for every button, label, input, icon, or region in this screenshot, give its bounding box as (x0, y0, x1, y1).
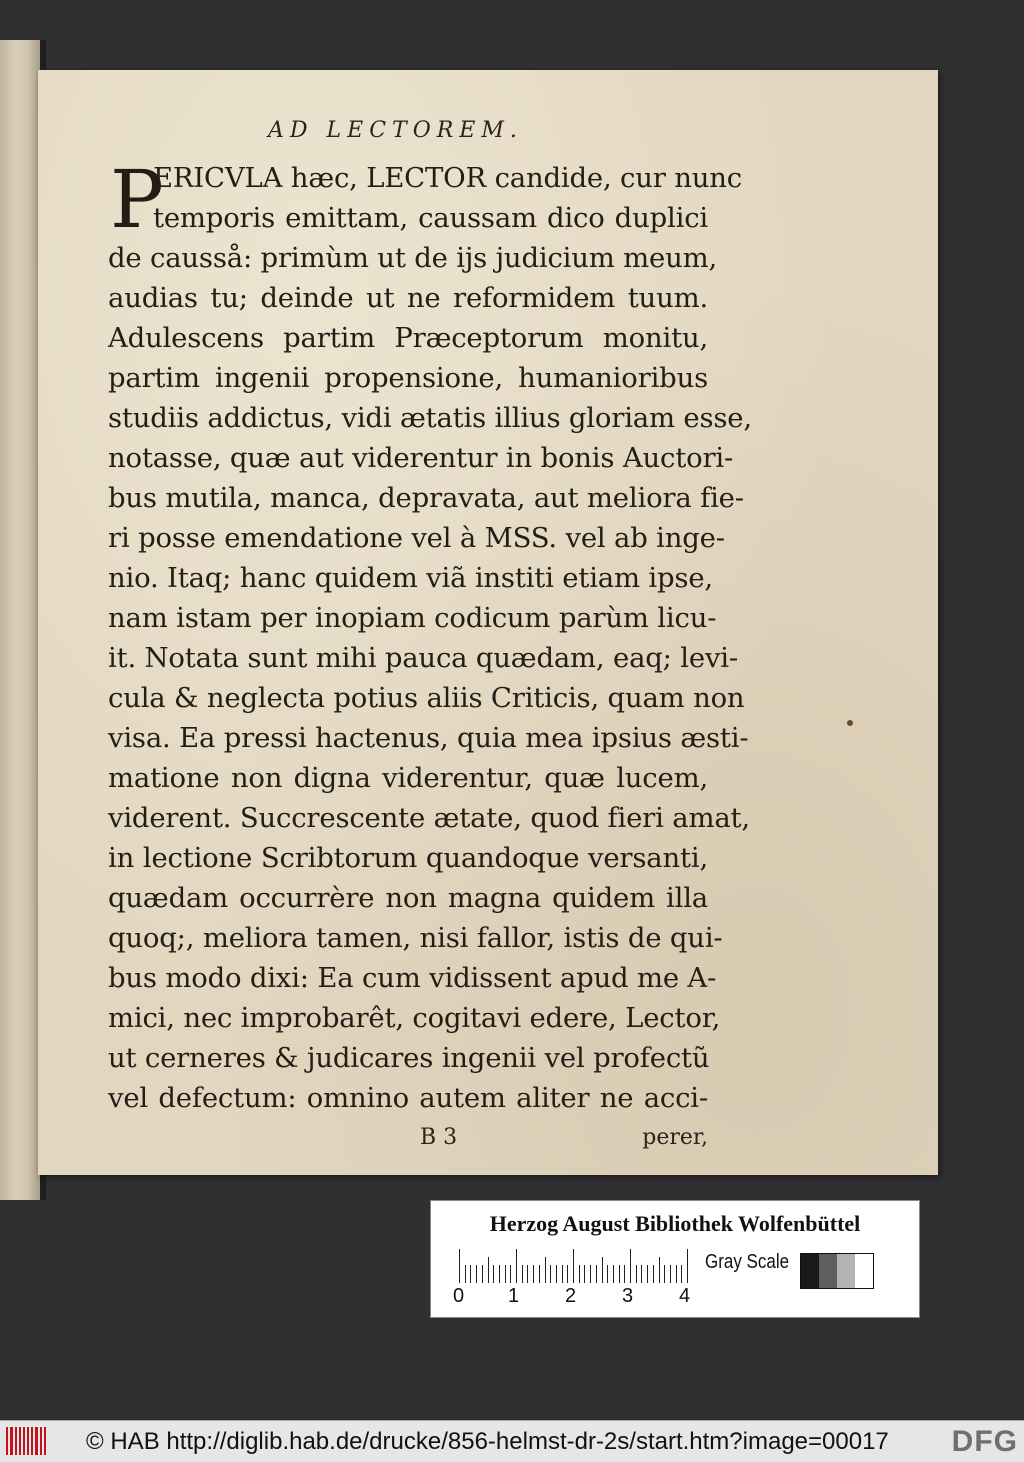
gray-scale-swatches (800, 1253, 874, 1289)
text-line: temporis emittam, caussam dico duplici (153, 202, 708, 234)
ruler-tick (653, 1265, 654, 1283)
text-line: nio. Itaq; hanc quidem viã institi etiam ipse, (108, 562, 713, 594)
ruler-tick (533, 1265, 534, 1283)
ruler-tick (636, 1265, 637, 1283)
dfg-logo: DFG (951, 1425, 1018, 1458)
ruler-tick (579, 1265, 580, 1283)
facing-page-edge (0, 40, 40, 1200)
gray-swatch (855, 1254, 873, 1288)
ruler-tick (613, 1265, 614, 1283)
ruler-tick (596, 1265, 597, 1283)
ruler-tick (505, 1265, 506, 1283)
body-text (108, 153, 752, 1118)
text-line: quoq;, meliora tamen, nisi fallor, istis de qui- (108, 922, 723, 954)
ruler-tick (659, 1257, 660, 1283)
ruler-tick (562, 1265, 563, 1283)
ruler-tick (590, 1265, 591, 1283)
ruler-tick (545, 1257, 546, 1283)
ruler-tick (584, 1265, 585, 1283)
ruler-tick (647, 1265, 648, 1283)
source-url[interactable]: © HAB http://diglib.hab.de/drucke/856-helmst-dr-2s/start.htm?image=00017 (86, 1428, 889, 1455)
ruler-tick (470, 1265, 471, 1283)
ruler-tick (619, 1265, 620, 1283)
ruler-tick (482, 1265, 483, 1283)
book-page (38, 70, 938, 1175)
ruler-number: 2 (565, 1285, 577, 1307)
ruler-tick (573, 1249, 574, 1283)
text-line: bus modo dixi: Ea cum vidissent apud me A- (108, 962, 717, 994)
ink-spot (847, 720, 853, 726)
text-line: in lectione Scribtorum quandoque versanti, (108, 842, 708, 874)
text-line: quædam occurrère non magna quidem illa (108, 882, 708, 914)
text-line: Adulescens partim Præceptorum monitu, (108, 322, 708, 354)
ruler-tick (510, 1265, 511, 1283)
ruler-tick (676, 1265, 677, 1283)
ruler-tick (516, 1249, 517, 1283)
ruler-tick (602, 1257, 603, 1283)
ruler-tick (465, 1265, 466, 1283)
ruler-tick (476, 1265, 477, 1283)
text-line: bus mutila, manca, depravata, aut meliora fie- (108, 482, 744, 514)
ruler-tick (493, 1265, 494, 1283)
ruler-numbers (453, 1285, 713, 1309)
text-line: ri posse emendatione vel à MSS. vel ab inge- (108, 522, 725, 554)
text-line: audias tu; deinde ut ne reformidem tuum. (108, 282, 708, 314)
ruler-number: 1 (508, 1285, 520, 1307)
ruler-tick (556, 1265, 557, 1283)
source-bar (0, 1420, 1024, 1462)
gray-scale-label: Gray Scale (705, 1251, 790, 1273)
ruler-tick (567, 1265, 568, 1283)
gray-swatch (819, 1254, 837, 1288)
ruler-tick (527, 1265, 528, 1283)
ruler-tick (550, 1265, 551, 1283)
ruler-tick (641, 1265, 642, 1283)
text-line: visa. Ea pressi hactenus, quia mea ipsius æsti- (108, 722, 749, 754)
catchword: perer, (642, 1125, 708, 1150)
ruler-tick (488, 1257, 489, 1283)
page-footer (108, 1118, 708, 1158)
ruler-tick (630, 1249, 631, 1283)
text-line: vel defectum: omnino autem aliter ne acci- (108, 1082, 708, 1114)
text-line: ut cerneres & judicares ingenii vel profectũ (108, 1042, 710, 1074)
text-line: de causså: primùm ut de ijs judicium meum, (108, 242, 718, 274)
text-line: viderent. Succrescente ætate, quod fieri amat, (108, 802, 750, 834)
ruler-tick (681, 1265, 682, 1283)
ruler-tick (499, 1265, 500, 1283)
ruler-number: 4 (679, 1285, 691, 1307)
ruler-tick (607, 1265, 608, 1283)
gray-swatch (837, 1254, 855, 1288)
ruler-tick (624, 1265, 625, 1283)
text-line: mici, nec improbarêt, cogitavi edere, Lector, (108, 1002, 721, 1034)
gray-swatch (801, 1254, 819, 1288)
text-line: it. Notata sunt mihi pauca quædam, eaq; levi- (108, 642, 738, 674)
text-line: matione non digna viderentur, quæ lucem, (108, 762, 708, 794)
text-line: nam istam per inopiam codicum parùm licu- (108, 602, 717, 634)
ruler-tick (687, 1249, 688, 1283)
ruler-tick (670, 1265, 671, 1283)
ruler-tick (459, 1249, 460, 1283)
drop-capital: P (110, 153, 164, 246)
measurement-ruler (459, 1249, 695, 1283)
running-header: AD LECTOREM. (268, 118, 523, 143)
ruler-tick (539, 1265, 540, 1283)
ruler-number: 0 (453, 1285, 465, 1307)
library-name: Herzog August Bibliothek Wolfenbüttel (489, 1211, 861, 1236)
color-calibration-card (430, 1200, 920, 1318)
text-line: studiis addictus, vidi ætatis illius gloriam esse, (108, 402, 752, 434)
ruler-tick (522, 1265, 523, 1283)
ruler-tick (664, 1265, 665, 1283)
text-line: partim ingenii propensione, humanioribus (108, 362, 708, 394)
text-line: ERICVLA hæc, LECTOR candide, cur nunc (153, 162, 742, 194)
text-line: notasse, quæ aut viderentur in bonis Auctori- (108, 442, 734, 474)
text-line: cula & neglecta potius aliis Criticis, quam non (108, 682, 745, 714)
hab-barcode-icon (6, 1427, 46, 1455)
page-text-area (108, 118, 752, 1158)
ruler-number: 3 (622, 1285, 634, 1307)
signature-mark: B 3 (420, 1125, 458, 1150)
